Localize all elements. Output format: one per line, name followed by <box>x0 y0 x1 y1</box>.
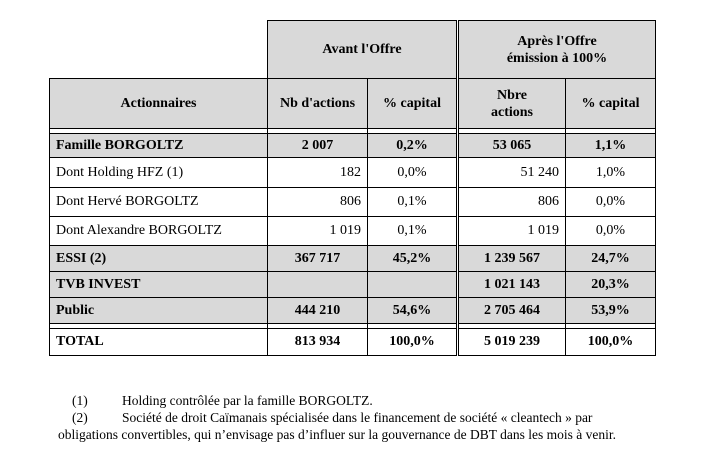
row-nb-before: 444 210 <box>268 298 368 324</box>
row-pct-after: 24,7% <box>566 246 656 272</box>
row-pct-after: 0,0% <box>566 188 656 217</box>
footnote-number: (2) <box>72 410 88 425</box>
row-pct-after: 0,0% <box>566 217 656 246</box>
row-nb-after: 53 065 <box>458 134 566 158</box>
table-row <box>50 158 656 188</box>
table-row <box>50 246 656 272</box>
row-name: Dont Alexandre BORGOLTZ <box>50 217 268 246</box>
row-pct-before: 0,0% <box>368 158 458 188</box>
header-nbre-line1: Nbre <box>496 87 528 103</box>
footnote-text: Société de droit Caïmanais spécialisée dans le financement de société « cleantech » par <box>122 410 593 425</box>
table-row <box>50 217 656 246</box>
footnote-number: (1) <box>72 393 88 408</box>
table-row <box>50 188 656 217</box>
row-name: Public <box>50 298 268 324</box>
row-name: Famille BORGOLTZ <box>50 134 268 158</box>
footnote <box>58 409 667 426</box>
row-name: Dont Holding HFZ (1) <box>50 158 268 188</box>
table-row <box>50 298 656 324</box>
row-nb-before: 806 <box>268 188 368 217</box>
row-nb-after: 1 019 <box>458 217 566 246</box>
footnote-continuation: obligations convertibles, qui n’envisage pas d’influer sur la gouvernance de DBT dans les mois à venir. <box>58 427 616 442</box>
total-name: TOTAL <box>50 329 268 356</box>
row-nb-before: 367 717 <box>268 246 368 272</box>
row-pct-before: 0,2% <box>368 134 458 158</box>
header-after-offer <box>458 21 656 79</box>
footnote <box>58 392 667 409</box>
total-nb-after: 5 019 239 <box>458 329 566 356</box>
row-pct-before: 0,1% <box>368 188 458 217</box>
table-row <box>50 134 656 158</box>
row-nb-after: 1 239 567 <box>458 246 566 272</box>
row-nb-before: 2 007 <box>268 134 368 158</box>
total-nb-before: 813 934 <box>268 329 368 356</box>
row-nb-after: 806 <box>458 188 566 217</box>
row-pct-before: 0,1% <box>368 217 458 246</box>
row-name: ESSI (2) <box>50 246 268 272</box>
total-pct-before: 100,0% <box>368 329 458 356</box>
footnote-text: Holding contrôlée par la famille BORGOLTZ. <box>122 393 373 408</box>
row-name: Dont Hervé BORGOLTZ <box>50 188 268 217</box>
header-pct-after: % capital <box>566 79 656 129</box>
row-pct-after: 1,1% <box>566 134 656 158</box>
row-nb-before: 1 019 <box>268 217 368 246</box>
header-nbre-line2: actions <box>491 104 533 120</box>
header-nbre-actions <box>458 79 566 129</box>
table-row <box>50 272 656 298</box>
row-pct-after: 20,3% <box>566 272 656 298</box>
capital-table <box>49 20 656 356</box>
row-nb-before <box>268 272 368 298</box>
header-after-line1: Après l'Offre <box>517 33 597 49</box>
row-nb-after: 1 021 143 <box>458 272 566 298</box>
header-nb-actions: Nb d'actions <box>268 79 368 129</box>
row-name: TVB INVEST <box>50 272 268 298</box>
row-nb-after: 51 240 <box>458 158 566 188</box>
total-pct-after: 100,0% <box>566 329 656 356</box>
row-nb-after: 2 705 464 <box>458 298 566 324</box>
header-empty-cell <box>50 21 268 79</box>
header-after-line2: émission à 100% <box>506 50 608 66</box>
row-pct-after: 53,9% <box>566 298 656 324</box>
total-row <box>50 329 656 356</box>
row-pct-after: 1,0% <box>566 158 656 188</box>
row-nb-before: 182 <box>268 158 368 188</box>
footnotes <box>58 392 667 443</box>
row-pct-before <box>368 272 458 298</box>
header-actionnaires: Actionnaires <box>50 79 268 129</box>
header-before-offer: Avant l'Offre <box>268 21 458 79</box>
row-pct-before: 45,2% <box>368 246 458 272</box>
row-pct-before: 54,6% <box>368 298 458 324</box>
header-pct-before: % capital <box>368 79 458 129</box>
